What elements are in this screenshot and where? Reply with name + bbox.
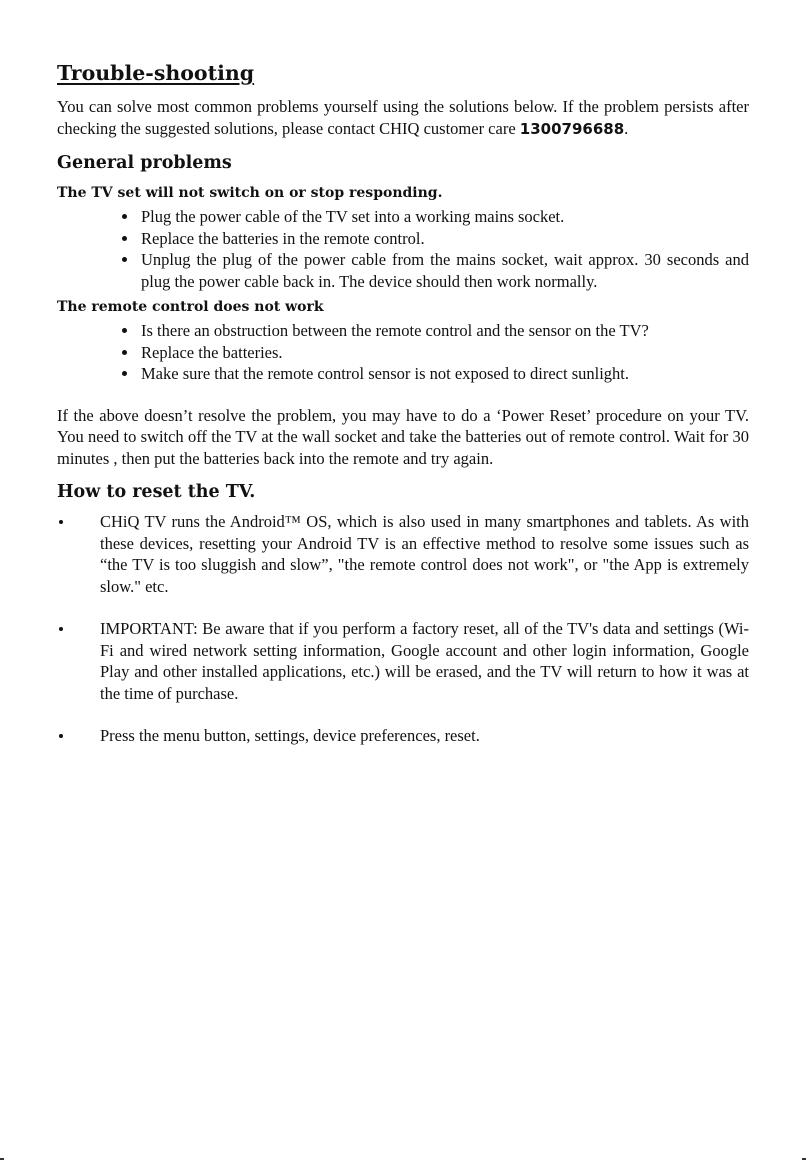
crop-mark	[802, 1158, 806, 1160]
list-item: Unplug the plug of the power cable from the mains socket, wait approx. 30 seconds and plug the power cable back in. The device should then work normally.	[117, 249, 749, 292]
tv-issue-heading: The TV set will not switch on or stop responding.	[57, 185, 443, 201]
list-item: Plug the power cable of the TV set into a working mains socket.	[117, 206, 749, 228]
list-item: Is there an obstruction between the remote control and the sensor on the TV?	[117, 320, 749, 342]
reset-heading: How to reset the TV.	[57, 482, 256, 502]
crop-mark	[0, 1158, 4, 1160]
remote-issue-heading: The remote control does not work	[57, 299, 324, 315]
page-title: Trouble-shooting	[57, 61, 255, 85]
intro-text: You can solve most common problems yourself using the solutions below. If the problem persists after checking the suggested solutions, please contact CHIQ customer care	[57, 97, 749, 138]
general-problems-heading: General problems	[57, 153, 232, 173]
spacer	[57, 385, 749, 405]
tv-issue-list	[57, 206, 749, 292]
customer-care-phone: 1300796688	[519, 119, 625, 138]
intro-paragraph	[57, 96, 749, 140]
power-reset-paragraph: If the above doesn’t resolve the problem, you may have to do a ‘Power Reset’ procedure on your TV. You need to switch off the TV at the wall socket and take the batteries out of remote control. Wait for 30 minutes , then put the batteries back into the remote and try again.	[57, 405, 749, 468]
reset-list	[57, 511, 749, 747]
list-item: IMPORTANT: Be aware that if you perform a factory reset, all of the TV's data and settings (Wi-Fi and wired network setting information, Google account and other login information, Google Play and other installed applications, etc.) will be erased, and the TV will return to how it was at the time of purchase.	[57, 618, 749, 704]
intro-end: .	[624, 118, 629, 138]
list-item: Replace the batteries.	[117, 342, 749, 364]
list-item: Make sure that the remote control sensor is not exposed to direct sunlight.	[117, 363, 749, 385]
document-page	[57, 58, 749, 768]
list-item: Press the menu button, settings, device preferences, reset.	[57, 725, 749, 747]
list-item: CHiQ TV runs the Android™ OS, which is also used in many smartphones and tablets. As with these devices, resetting your Android TV is an effective method to resolve some issues such as “the TV is too sluggish and slow”, "the remote control does not work", or "the App is extremely slow." etc.	[57, 511, 749, 597]
list-item: Replace the batteries in the remote control.	[117, 228, 749, 250]
remote-issue-list	[57, 320, 749, 385]
